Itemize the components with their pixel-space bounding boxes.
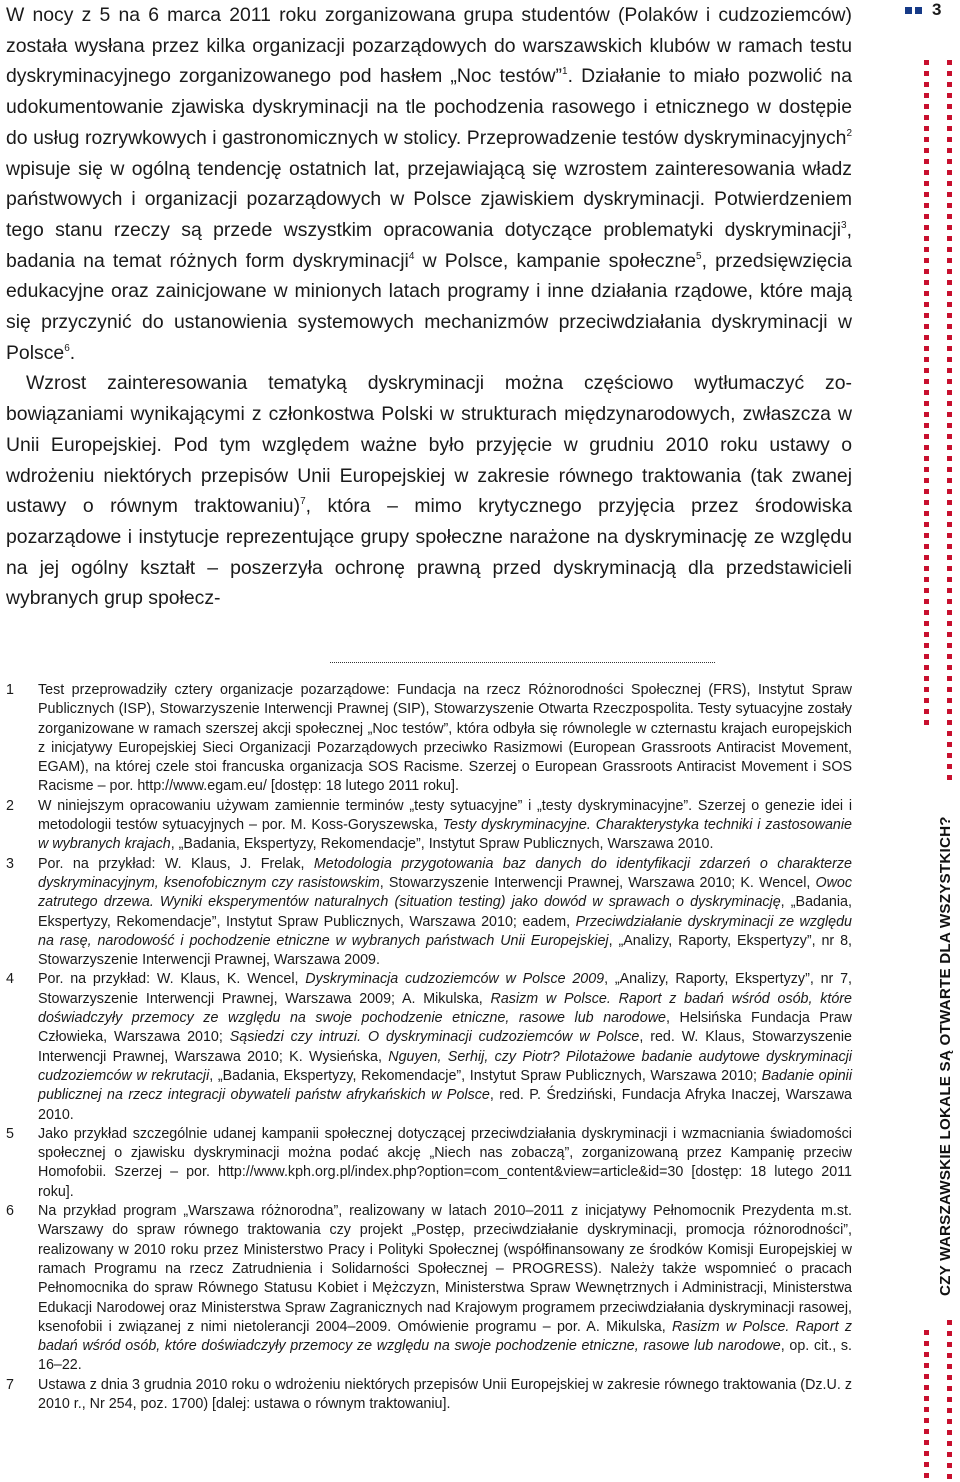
- decorative-square: [924, 423, 929, 428]
- footnote-text: Por. na przykład: W. Klaus, J. Frelak, Metodologia przygotowania baz danych do identyfikacji zdarzeń o charakterze dyskryminacyjnym, ksenofobicznym czy rasistowskim, Stowarzyszenie Interwencji Prawnej, Warszawa 2010; K. Wencel, Owoc zatrutego drzewa. Wyniki eksperymentów naturalnych (situation testing) jako dowód w sprawach o dyskryminację, „Badania, Ekspertyzy, Rekomendacje”, Instytut Spraw Publicznych, Warszawa 2010; eadem, Przeciwdziałanie dyskryminacji ze względu na rasę, narodowość i pochodzenie etniczne w wybranych państwach Unii Europejskiej, „Analizy, Raporty, Ekspertyzy”, nr 8, Stowarzyszenie Interwencji Prawnej, Warszawa 2009.: [38, 855, 852, 969]
- decorative-square: [947, 1353, 952, 1358]
- decorative-square: [924, 643, 929, 648]
- footnote-number: 3: [6, 855, 14, 872]
- decorative-square: [947, 258, 952, 263]
- decorative-square: [947, 1375, 952, 1380]
- running-title: CZY WARSZAWSKIE LOKALE SĄ OTWARTE DLA WSZYSTKICH?: [937, 816, 954, 1296]
- decorative-square: [947, 1419, 952, 1424]
- footnote-item: [6, 681, 852, 797]
- decorative-square: [947, 687, 952, 692]
- decorative-square: [924, 511, 929, 516]
- decorative-square: [924, 665, 929, 670]
- decorative-square: [947, 599, 952, 604]
- decorative-square: [947, 467, 952, 472]
- decorative-square: [947, 82, 952, 87]
- decorative-square: [924, 610, 929, 615]
- decorative-square: [924, 533, 929, 538]
- decorative-square: [947, 643, 952, 648]
- decorative-square: [947, 93, 952, 98]
- decorative-square: [947, 500, 952, 505]
- decorative-square: [947, 522, 952, 527]
- decorative-square: [947, 1342, 952, 1347]
- decorative-square: [924, 1451, 929, 1456]
- decorative-square: [947, 632, 952, 637]
- decorative-square: [947, 313, 952, 318]
- decorative-square: [924, 1352, 929, 1357]
- decorative-square: [924, 313, 929, 318]
- decorative-square: [924, 104, 929, 109]
- footnote-ref-7[interactable]: 7: [300, 496, 306, 508]
- decorative-square: [924, 566, 929, 571]
- decorative-square: [924, 544, 929, 549]
- footnote-number: 7: [6, 1376, 14, 1393]
- decorative-square: [924, 676, 929, 681]
- decorative-square: [924, 269, 929, 274]
- decorative-square: [924, 335, 929, 340]
- decorative-square: [947, 71, 952, 76]
- footnote-number: 1: [6, 682, 14, 698]
- decorative-square: [924, 720, 929, 725]
- decorative-square: [924, 258, 929, 263]
- decorative-square: [924, 93, 929, 98]
- decorative-square: [947, 412, 952, 417]
- footnote-ref-3[interactable]: 3: [841, 219, 847, 231]
- decorative-square: [947, 302, 952, 307]
- footnote-item: [6, 1202, 852, 1376]
- decorative-square: [924, 324, 929, 329]
- decorative-square: [947, 434, 952, 439]
- decorative-square: [947, 280, 952, 285]
- decorative-square: [947, 588, 952, 593]
- decorative-square: [924, 1473, 929, 1478]
- decorative-square: [947, 324, 952, 329]
- decorative-square: [947, 456, 952, 461]
- decorative-square: [924, 71, 929, 76]
- footnote-separator: [330, 662, 715, 663]
- square-bullet-icon: [915, 7, 922, 14]
- decorative-square: [947, 511, 952, 516]
- decorative-square: [924, 148, 929, 153]
- footnote-number: 2: [6, 797, 14, 814]
- decorative-square: [947, 753, 952, 758]
- decorative-square: [924, 291, 929, 296]
- decorative-square: [924, 1330, 929, 1335]
- decorative-square: [947, 742, 952, 747]
- decorative-square: [947, 357, 952, 362]
- decorative-square: [924, 236, 929, 241]
- decorative-square: [924, 555, 929, 560]
- footnote-text: Test przeprowadziły cztery organizacje pozarządowe: Fundacja na rzecz Różnorodności Społecznej (FRS), Instytut Spraw Publicznych (ISP), Stowarzyszenie Interwencji Prawnej (SIP), Stowarzyszenie Otwarta Rzeczpospolita. Testy sytuacyjne zostały zorganizowane w ramach szerszej akcji społecznej „Noc testów”, która odbyła się równolegle w czternastu krajach europejskich z inicjatywy Europejskiej Sieci Organizacji Pozarządowych przeciwko Rasizmowi (European Grassroots Antiracist Movement, EGAM), na której czele stoi francuska organizacja SOS Racisme. Szerzej o European Grassroots Antiracist Movement i SOS Racisme – por. http://www.egam.eu/ [dostęp: 18 lutego 2011 roku].: [38, 682, 852, 795]
- footnote-ref-1[interactable]: 1: [562, 66, 568, 78]
- decorative-square: [924, 203, 929, 208]
- decorative-square: [947, 621, 952, 626]
- decorative-square: [947, 1320, 952, 1325]
- decorative-square: [947, 1397, 952, 1402]
- decorative-square: [924, 390, 929, 395]
- decorative-square: [924, 115, 929, 120]
- decorative-square: [947, 1441, 952, 1446]
- decorative-square: [924, 60, 929, 65]
- decorative-square: [947, 665, 952, 670]
- decorative-square: [924, 522, 929, 527]
- decorative-square: [924, 1440, 929, 1445]
- decorative-square: [947, 247, 952, 252]
- decorative-square: [924, 1396, 929, 1401]
- decorative-square: [947, 170, 952, 175]
- decorative-square: [947, 1430, 952, 1435]
- footnote-item: [6, 797, 852, 855]
- decorative-square: [924, 621, 929, 626]
- decorative-square: [947, 555, 952, 560]
- decorative-square: [947, 1386, 952, 1391]
- decorative-square: [947, 566, 952, 571]
- decorative-square: [947, 698, 952, 703]
- decorative-square: [924, 1363, 929, 1368]
- decorative-square: [924, 368, 929, 373]
- decorative-square: [947, 104, 952, 109]
- decorative-square: [947, 709, 952, 714]
- decorative-square: [924, 489, 929, 494]
- decorative-square: [947, 610, 952, 615]
- decorative-square: [947, 775, 952, 780]
- decorative-square: [947, 368, 952, 373]
- footnote-ref-6[interactable]: 6: [64, 342, 70, 354]
- decorative-square: [924, 500, 929, 505]
- footnote-ref-4[interactable]: 4: [408, 250, 415, 262]
- decorative-square: [947, 126, 952, 131]
- decorative-square: [947, 291, 952, 296]
- footnote-number: 6: [6, 1203, 14, 1220]
- decorative-square: [947, 203, 952, 208]
- decorative-square: [924, 632, 929, 637]
- decorative-square: [947, 335, 952, 340]
- decorative-square: [947, 346, 952, 351]
- footnote-text: Jako przykład szczególnie udanej kampanii społecznej dotyczącej przeciwdziałania dyskryminacji i wzmacniania świadomości społecznej o zjawisku dyskryminacji można podać akcję „Niech nas zobaczą”, zorganizowaną przez Kampanię przeciw Homofobii. Szerzej – por. http://www.kph.org.pl/index.php?option=com_content&view=article&id=30 [dostęp: 18 lutego 2011 roku].: [38, 1125, 852, 1200]
- decorative-square: [947, 478, 952, 483]
- main-body: [6, 0, 852, 614]
- decorative-square: [947, 225, 952, 230]
- footnote-text: Ustawa z dnia 3 grudnia 2010 roku o wdrożeniu niektórych przepisów Unii Europejskiej w zakresie równego traktowania (Dz.U. z 2010 r., Nr 254, poz. 1700) [dalej: ustawa o równym traktowaniu].: [38, 1376, 852, 1412]
- footnote-item: [6, 1376, 852, 1415]
- decorative-square: [924, 357, 929, 362]
- decorative-square: [924, 467, 929, 472]
- decorative-square: [924, 214, 929, 219]
- decorative-square: [924, 1462, 929, 1467]
- decorative-square: [947, 654, 952, 659]
- decorative-square: [947, 489, 952, 494]
- footnote-text: Por. na przykład: W. Klaus, K. Wencel, Dyskryminacja cudzoziemców w Polsce 2009, „Analizy, Raporty, Ekspertyzy”, nr 7, Stowarzyszenie Interwencji Prawnej, Warszawa 2009; A. Mikulska, Rasizm w Polsce. Raport z badań wśród osób, które doświadczyły przemocy ze względu na swoje pochodzenie etniczne, rasowe lub narodowe, Helsińska Fundacja Praw Człowieka, Warszawa 2010; Sąsiedzi czy intruzi. O dyskryminacji cudzoziemców w Polsce, red. W. Klaus, Stowarzyszenie Interwencji Prawnej, Warszawa 2010; K. Wysieńska, Nguyen, Serhij, czy Piotr? Pilotażowe badanie audytowe dyskryminacji cudzoziemców w rekrutacji, „Badania, Ekspertyzy, Rekomendacje”, Instytut Spraw Publicznych, Warszawa 2010; Badanie opinii publicznej na rzecz integracji obywateli państw afrykańskich w Polsce, red. P. Średziński, Fundacja Afryka Inaczej, Warszawa 2010.: [38, 971, 853, 1123]
- decorative-square: [924, 456, 929, 461]
- decorative-square: [924, 412, 929, 417]
- decorative-square: [924, 159, 929, 164]
- footnotes: [6, 681, 852, 1414]
- decorative-square: [947, 148, 952, 153]
- decorative-square: [947, 236, 952, 241]
- decorative-square: [947, 1463, 952, 1468]
- footnote-item: [6, 855, 852, 971]
- decorative-square: [947, 533, 952, 538]
- footnote-ref-5[interactable]: 5: [696, 250, 702, 262]
- decorative-square: [947, 390, 952, 395]
- page-number: 3: [932, 0, 941, 20]
- decorative-square: [924, 302, 929, 307]
- footnote-text: W niniejszym opracowaniu używam zamiennie terminów „testy sytuacyjne” i „testy dyskryminacyjne”. Szerzej o genezie idei i metodologii testów sytuacyjnych – por. M. Koss-Goryszewska, Testy dyskryminacyjne. Charakterystyka techniki i zastosowanie w wybranych krajach, „Badania, Ekspertyzy, Rekomendacje”, Instytut Spraw Publicznych, Warszawa 2010.: [38, 797, 852, 853]
- footnote-ref-2[interactable]: 2: [846, 127, 852, 139]
- decorative-square: [947, 181, 952, 186]
- decorative-square: [947, 115, 952, 120]
- decorative-square: [924, 401, 929, 406]
- decorative-square: [924, 181, 929, 186]
- decorative-square: [924, 698, 929, 703]
- footnote-item: [6, 970, 852, 1124]
- decorative-square: [924, 192, 929, 197]
- decorative-square: [947, 269, 952, 274]
- decorative-square: [924, 346, 929, 351]
- paragraph-2: Wzrost zainteresowania tematyką dyskryminacji można częściowo wytłumaczyć zobowiązaniami wynikającymi z członkostwa Polski w strukturach międzynarodowych, zwłaszcza w Unii Europejskiej. Pod tym względem ważne było przyjęcie w grudniu 2010 roku ustawy o wdrożeniu niektórych przepisów Unii Europejskiej w zakresie równego traktowania (tak zwanej ustawy o równym traktowaniu)$^7$, która – mimo krytycznego przyjęcia przez środowiska pozarządowe i instytucje reprezentujące grupy społeczne narażone na dyskryminację ze względu na jej ogólny kształt – poszerzyła ochronę prawną przed dyskryminacją dla przedstawicieli wybranych grup społecz-: [6, 372, 853, 610]
- decorative-square: [924, 137, 929, 142]
- decorative-square: [924, 709, 929, 714]
- decorative-square: [947, 445, 952, 450]
- decorative-square: [947, 1474, 952, 1479]
- decorative-square: [947, 192, 952, 197]
- decorative-square: [924, 445, 929, 450]
- decorative-square: [947, 1452, 952, 1457]
- decorative-square: [947, 379, 952, 384]
- decorative-square: [924, 687, 929, 692]
- decorative-square: [924, 247, 929, 252]
- footnote-item: [6, 1125, 852, 1202]
- decorative-square: [924, 82, 929, 87]
- paragraph-1: W nocy z 5 na 6 marca 2011 roku zorganizowana grupa studentów (Polaków i cudzoziemców) została wysłana przez kilka organizacji pozarządowych do warszawskich klubów w ramach testu dyskryminacyjnego zorganizowanego pod hasłem „Noc testów”$^1$. Działanie to miało pozwolić na udokumentowanie zjawiska dyskryminacji na tle pochodzenia rasowego i etnicznego w dostępie do usług rozrywkowych i gastronomicznych w stolicy. Przeprowadzenie testów dyskryminacyjnych$^2$ wpisuje się w ogólną tendencję ostatnich lat, przejawiającą się wzrostem zainteresowania władz państwowych i organizacji pozarządowych w Polsce zjawiskiem dyskryminacji. Potwierdzeniem tego stanu rzeczy są przede wszystkim opracowania dotyczące problematyki dyskryminacji$^3$, badania na temat różnych form dyskryminacji$^4$ w Polsce, kampanie społeczne$^5$, przedsięwzięcia edukacyjne oraz zainicjowane w minionych latach programy i inne działania rządowe, które mają się przyczynić do ustanowienia systemowych mechanizmów przeciwdziałania dyskryminacji w Polsce$^6$.: [6, 4, 852, 364]
- decorative-square: [924, 126, 929, 131]
- decorative-square: [924, 1374, 929, 1379]
- decorative-square: [924, 1429, 929, 1434]
- decorative-square: [924, 1407, 929, 1412]
- decorative-square: [947, 423, 952, 428]
- decorative-square: [924, 280, 929, 285]
- decorative-square: [947, 1331, 952, 1336]
- decorative-square: [924, 478, 929, 483]
- decorative-square: [947, 731, 952, 736]
- decorative-square: [924, 1418, 929, 1423]
- decorative-square: [947, 720, 952, 725]
- decorative-square: [947, 577, 952, 582]
- decorative-square: [947, 544, 952, 549]
- footnote-text: Na przykład program „Warszawa różnorodna”, realizowany w latach 2010–2011 z inicjatywy Pełnomocnik Prezydenta m.st. Warszawy do spraw równego traktowania czy projekt „Postęp, przeciwdziałanie dyskryminacji, promocja różnorodności”, realizowany w 2010 roku przez Ministerstwo Pracy i Polityki Społecznej (współfinansowany ze środków Komisji Europejskiej w ramach Programu na rzecz Zatrudnienia i Solidarności Społecznej – PROGRESS). Należy także wspomnieć o pracach Pełnomocnika do spraw Równego Statusu Kobiet i Mężczyzn, Ministerstwa Spraw Wewnętrznych i Administracji, Ministerstwa Edukacji Narodowej oraz Ministerstwa Spraw Zagranicznych nad Krajowym programem przeciwdziałania dyskryminacji rasowej, ksenofobii i związanej z nimi nietolerancji 2004–2009. Omówienie programu – por. A. Mikulska, Rasizm w Polsce. Raport z badań wśród osób, które doświadczyły przemocy ze względu na swoje pochodzenie etniczne, rasowe lub narodowe, op. cit., s. 16–22.: [38, 1203, 853, 1374]
- decorative-square: [924, 1385, 929, 1390]
- decorative-square: [924, 577, 929, 582]
- decorative-square: [947, 159, 952, 164]
- decorative-square: [947, 214, 952, 219]
- decorative-square: [924, 654, 929, 659]
- decorative-square: [924, 599, 929, 604]
- footnote-number: 5: [6, 1125, 14, 1142]
- decorative-square: [924, 588, 929, 593]
- decorative-square: [947, 1408, 952, 1413]
- decorative-square: [947, 401, 952, 406]
- decorative-square: [924, 225, 929, 230]
- decorative-square: [947, 676, 952, 681]
- decorative-square: [947, 60, 952, 65]
- decorative-square: [947, 1364, 952, 1369]
- decorative-square: [924, 1341, 929, 1346]
- square-bullet-icon: [905, 7, 912, 14]
- decorative-square: [947, 764, 952, 769]
- decorative-square: [924, 434, 929, 439]
- decorative-square: [924, 379, 929, 384]
- footnote-number: 4: [6, 971, 14, 988]
- decorative-square: [947, 137, 952, 142]
- decorative-square: [924, 170, 929, 175]
